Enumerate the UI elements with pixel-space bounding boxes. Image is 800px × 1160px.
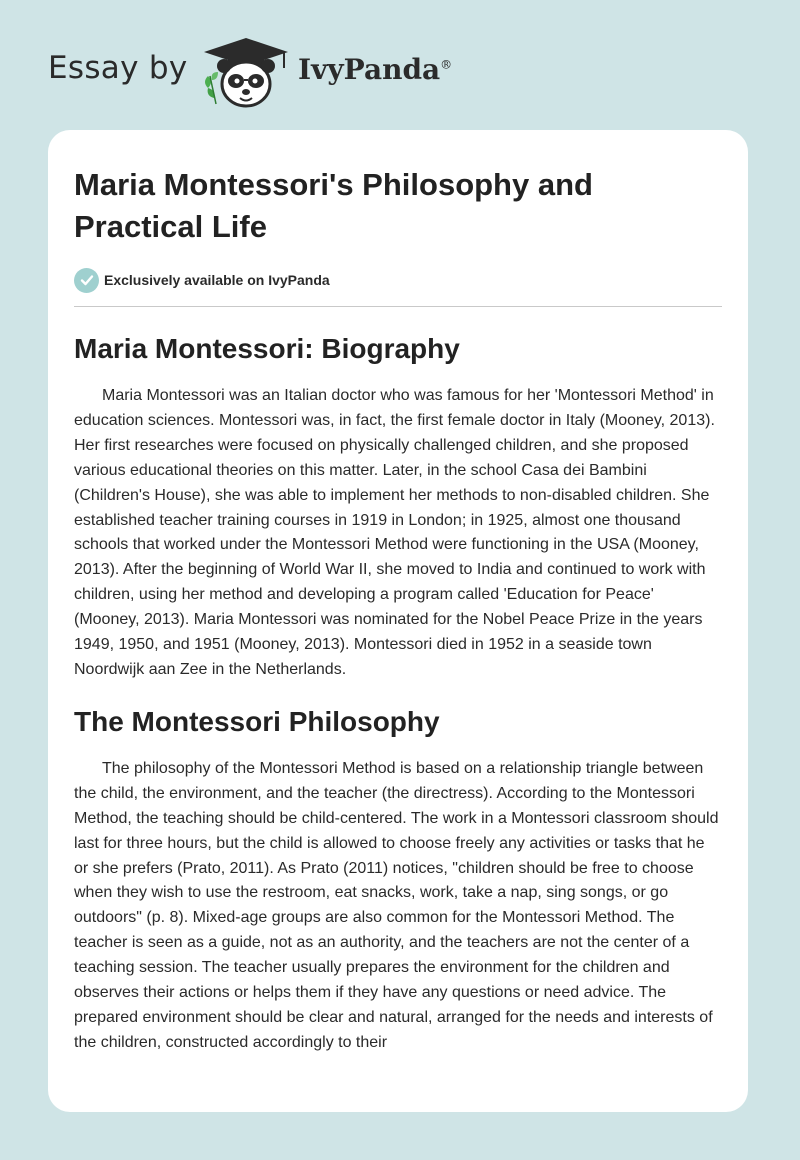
exclusive-badge [74,266,722,294]
essay-card [48,130,748,1112]
section-paragraph-philosophy: The philosophy of the Montessori Method is based on a relationship triangle between the child, the environment, and the teacher (the directress). According to the Montessori Method, the teaching should be child-centered. The work in a Montessori classroom should last for three hours, but the child is allowed to choose freely any activities or tasks that he or she prefers (Prato, 2011). As Prato (2011) notices, "children should be free to choose when they wish to use the restroom, eat snacks, work, take a nap, sing songs, or go outdoors" (p. 8). Mixed-age groups are also common for the Montessori Method. The teacher is seen as a guide, not as an authority, and the teachers are not the center of a teaching session. The teacher usually prepares the environment for the children and observes their actions or helps them if they have any questions or need advice. The prepared environment should be clear and natural, arranged for the needs and interests of the children, constructed accordingly to their [74,759,719,1051]
title-divider [74,306,722,307]
essay-title: Maria Montessori's Philosophy and Practical Life [74,167,593,244]
exclusive-badge-label: Exclusively available on IvyPanda [104,272,330,288]
section-heading-philosophy: The Montessori Philosophy [74,705,440,737]
section-paragraph-biography: Maria Montessori was an Italian doctor who was famous for her 'Montessori Method' in education sciences. Montessori was, in fact, the first female doctor in Italy (Mooney, 2013). Her first researches were focused on physically challenged children, and she proposed various educational theories on this matter. Later, in the school Casa dei Bambini (Children's House), she was able to implement her methods to non-disabled children. She established teacher training courses in 1919 in London; in 1925, almost one thousand schools that worked under the Montessori Method were functioning in the USA (Mooney, 2013). After the beginning of World War II, she moved to India and continued to work with children, using her method and developing a program called 'Education for Peace' (Mooney, 2013). Maria Montessori was nominated for the Nobel Peace Prize in the years 1949, 1950, and 1951 (Mooney, 2013). Montessori died in 1952 in a seaside town Noordwijk aan Zee in the Netherlands. [74,387,715,678]
section-heading-biography: Maria Montessori: Biography [74,333,460,364]
essay-by-label: Essay by [48,50,188,86]
ivypanda-panda-logo-icon [200,36,292,110]
site-header [0,0,800,130]
ivypanda-brand-name: IvyPanda® [298,53,453,86]
check-circle-icon [74,268,99,293]
